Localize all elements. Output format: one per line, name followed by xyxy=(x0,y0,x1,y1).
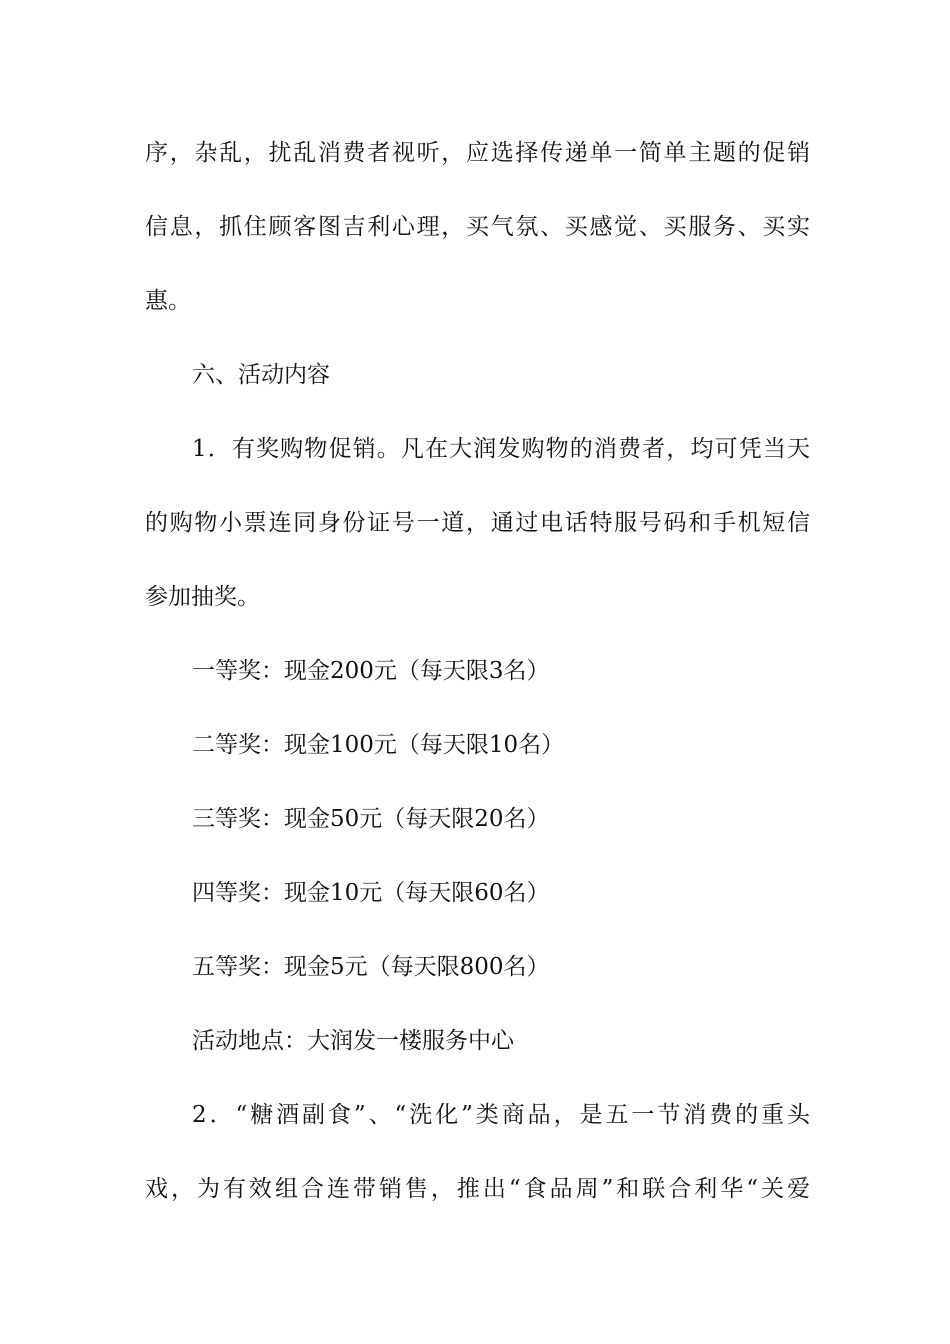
item-2-line-2: 戏，为有效组合连带销售，推出“食品周”和联合利华“关爱 xyxy=(145,1176,810,1202)
prize-first: 一等奖：现金200元（每天限3名） xyxy=(192,658,550,684)
prize-second: 二等奖：现金100元（每天限10名） xyxy=(192,732,565,758)
item-1-line-2: 的购物小票连同身份证号一道，通过电话特服号码和手机短信 xyxy=(145,510,810,536)
item-1-line-3: 参加抽奖。 xyxy=(145,584,260,610)
item-1-line-1: 1．有奖购物促销。凡在大润发购物的消费者，均可凭当天 xyxy=(192,436,810,462)
prize-third: 三等奖：现金50元（每天限20名） xyxy=(192,806,550,832)
item-2-line-1: 2．“糖酒副食”、“洗化”类商品，是五一节消费的重头 xyxy=(192,1102,810,1128)
paragraph-line-1: 序，杂乱，扰乱消费者视听，应选择传递单一简单主题的促销 xyxy=(145,140,810,166)
paragraph-line-2: 信息，抓住顾客图吉利心理，买气氛、买感觉、买服务、买实 xyxy=(145,214,810,240)
event-location: 活动地点：大润发一楼服务中心 xyxy=(192,1028,514,1054)
prize-fourth: 四等奖：现金10元（每天限60名） xyxy=(192,880,550,906)
section-heading: 六、活动内容 xyxy=(192,362,330,388)
paragraph-line-3: 惠。 xyxy=(145,288,191,314)
prize-fifth: 五等奖：现金5元（每天限800名） xyxy=(192,954,550,980)
